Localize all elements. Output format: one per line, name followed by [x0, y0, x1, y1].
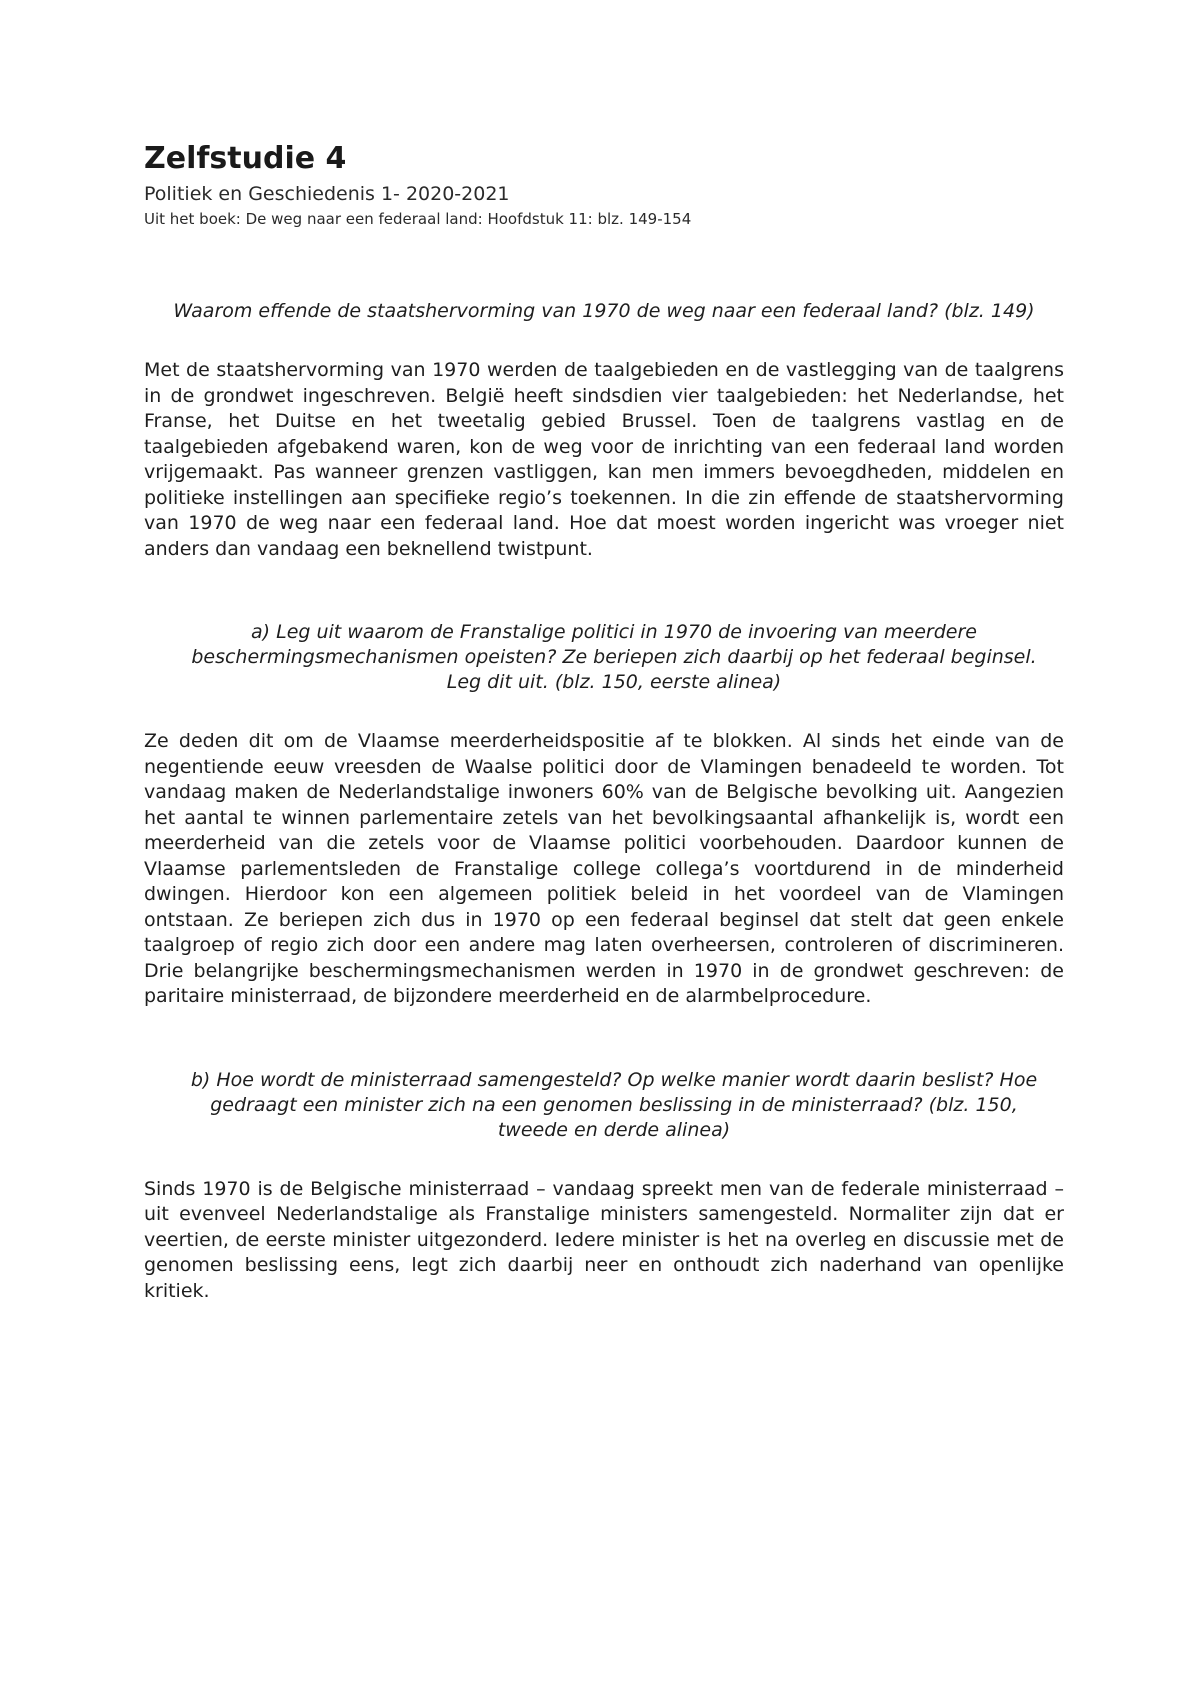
- course-subtitle: Politiek en Geschiedenis 1- 2020-2021: [144, 183, 510, 205]
- book-reference: Uit het boek: De weg naar een federaal land: Hoofdstuk 11: blz. 149-154: [144, 210, 692, 228]
- question-1: Waarom effende de staatshervorming van 1970 de weg naar een federaal land? (blz. 149): [173, 300, 1035, 322]
- answer-b: Sinds 1970 is de Belgische ministerraad – vandaag spreekt men van de federale ministerraad – uit evenveel Nederlandstalige als Franstalige ministers samengesteld. Normaliter zijn dat er veertien, de eerste minister uitgezonderd. Iedere minister is het na overleg en discussie met de genomen beslissing eens, legt zich daarbij neer en onthoudt zich naderhand van openlijke kritiek.: [144, 1177, 1064, 1302]
- question-a: a) Leg uit waarom de Franstalige politici in 1970 de invoering van meerdere beschermingsmechanismen opeisten? Ze beriepen zich daarbij op het federaal beginsel. Leg dit uit. (blz. 150, eerste alinea): [191, 621, 1037, 693]
- document-page: [144, 140, 1064, 1304]
- answer-a: Ze deden dit om de Vlaamse meerderheidspositie af te blokken. Al sinds het einde van de negentiende eeuw vreesden de Waalse politici door de Vlamingen benadeeld te worden. Tot vandaag maken de Nederlandstalige inwoners 60% van de Belgische bevolking uit. Aangezien het aantal te winnen parlementaire zetels van het bevolkingsaantal afhankelijk is, wordt een meerderheid van die zetels voor de Vlaamse politici voorbehouden. Daardoor kunnen de Vlaamse parlementsleden de Franstalige college collega’s voortdurend in de minderheid dwingen. Hierdoor kon een algemeen politiek beleid in het voordeel van de Vlamingen ontstaan. Ze beriepen zich dus in 1970 op een federaal beginsel dat stelt dat geen enkele taalgroep of regio zich door een andere mag laten overheersen, controleren of discrimineren. Drie belangrijke beschermingsmechanismen werden in 1970 in de grondwet geschreven: de paritaire ministerraad, de bijzondere meerderheid en de alarmbelprocedure.: [144, 730, 1064, 1007]
- answer-1: Met de staatshervorming van 1970 werden de taalgebieden en de vastlegging van de taalgrens in de grondwet ingeschreven. België heeft sindsdien vier taalgebieden: het Nederlandse, het Franse, het Duitse en het tweetalig gebied Brussel. Toen de taalgrens vastlag en de taalgebieden afgebakend waren, kon de weg voor de inrichting van een federaal land worden vrijgemaakt. Pas wanneer grenzen vastliggen, kan men immers bevoegdheden, middelen en politieke instellingen aan specifieke regio’s toekennen. In die zin effende de staatshervorming van 1970 de weg naar een federaal land. Hoe dat moest worden ingericht was vroeger niet anders dan vandaag een beknellend twistpunt.: [144, 359, 1064, 560]
- page-title: Zelfstudie 4: [144, 141, 347, 176]
- question-b: b) Hoe wordt de ministerraad samengesteld? Op welke manier wordt daarin beslist? Hoe gedraagt een minister zich na een genomen beslissing in de ministerraad? (blz. 150, tweede en derde alinea): [190, 1068, 1038, 1141]
